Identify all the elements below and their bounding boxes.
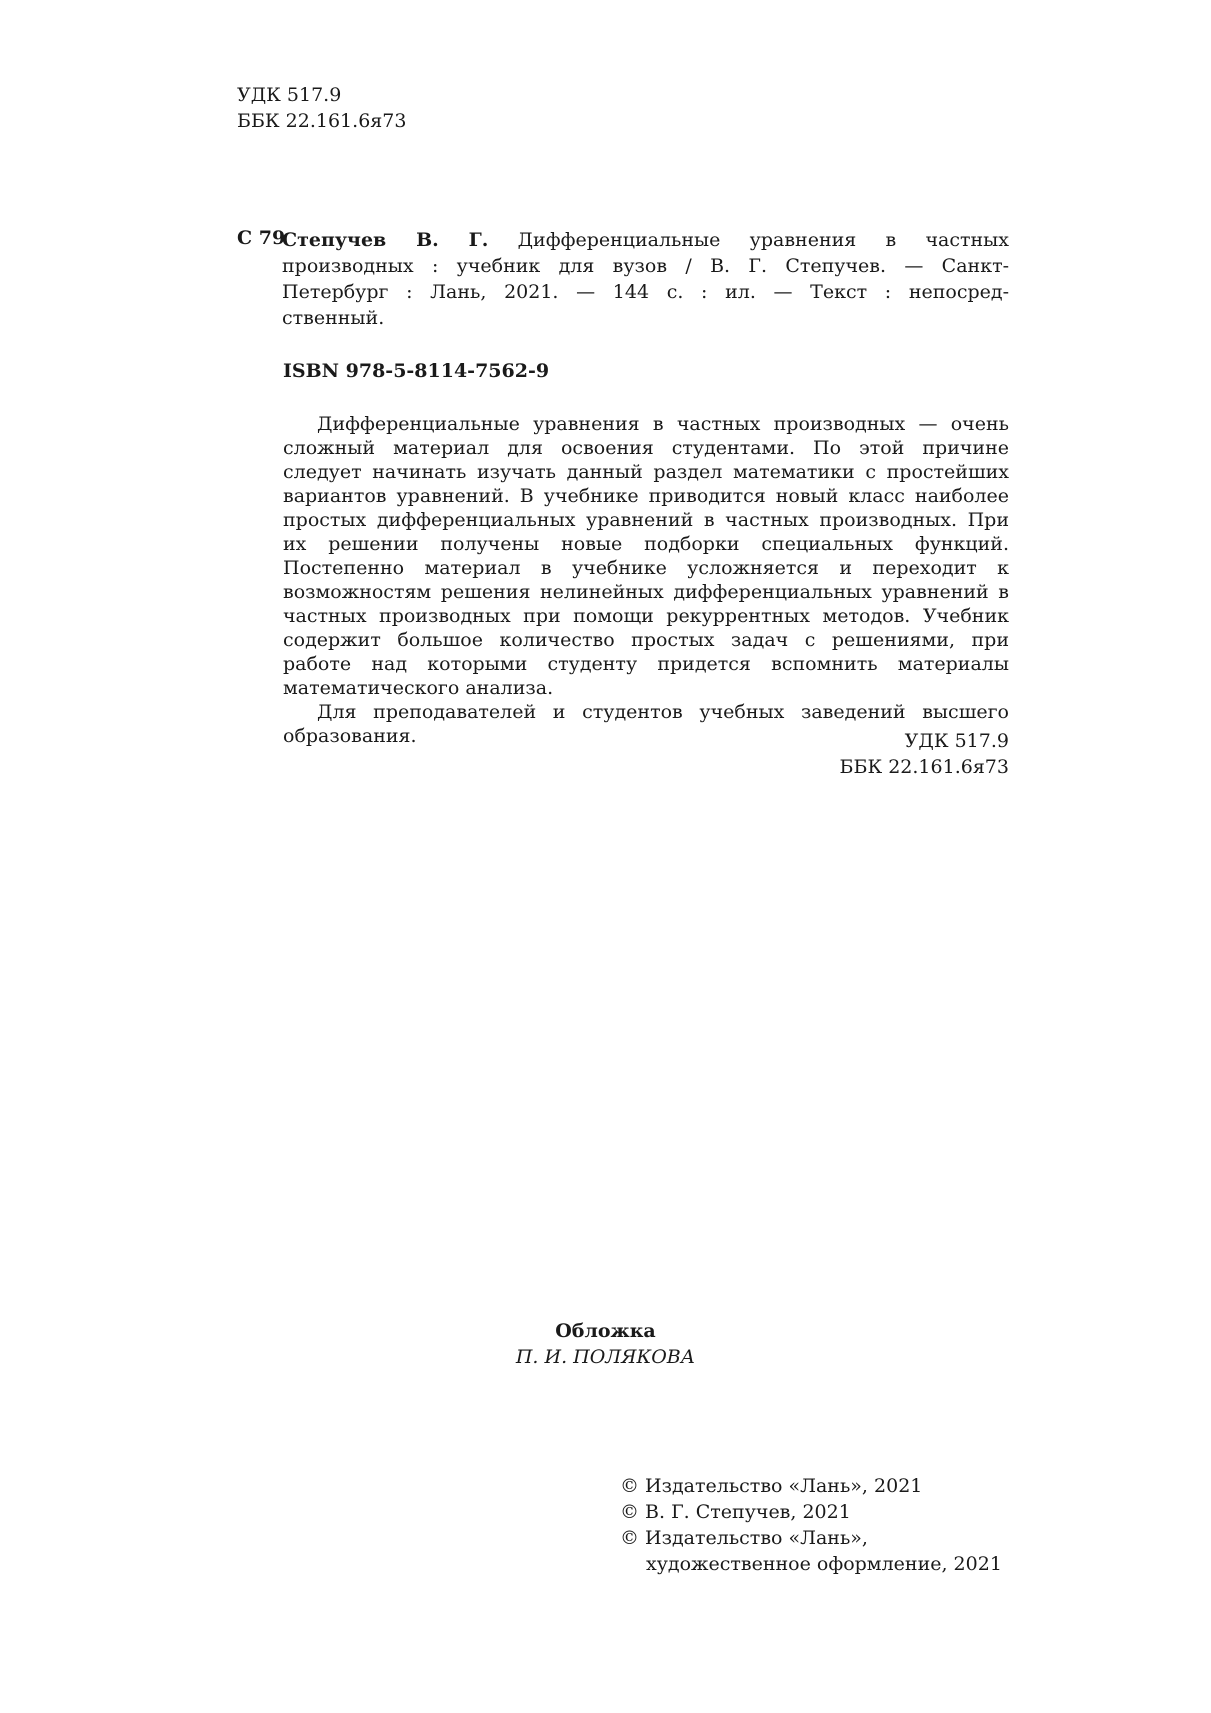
- bbk-code: ББК 22.161.6я73: [839, 756, 1009, 778]
- abstract-paragraph: Дифференциальные уравнения в частных производных — очень сложный материал для освоения студентами. По этой причине следует начинать изучать данный раздел математики с простейших вариантов уравнений. В учебнике приводится новый класс наиболее простых дифференциальных уравнений в частных производных. При их решении получены новые подборки специальных функций. Постепенно материал в учебнике усложняется и переходит к возможностям решения нелинейных дифференциальных уравнений в частных производных при помощи рекуррентных методов. Учебник содержит большое количество простых задач с решениями, при работе над которыми студенту придется вспомнить материалы математического анализа.: [283, 413, 1009, 699]
- copyright-block: [620, 1473, 1002, 1577]
- isbn: ISBN 978-5-8114-7562-9: [283, 360, 550, 382]
- bibliographic-line: Дифференциальные уравнения в частных: [517, 229, 1010, 251]
- abstract: [283, 412, 1009, 748]
- cover-credit: [0, 1318, 1211, 1370]
- udk-code: УДК 517.9: [237, 84, 342, 106]
- bibliographic-line: производных : учебник для вузов / В. Г. Степучев. — Санкт-: [282, 255, 1009, 277]
- copyright-line: © Издательство «Лань», 2021: [620, 1475, 923, 1497]
- author-name: Степучев В. Г.: [282, 229, 489, 251]
- copyright-line: © Издательство «Лань»,: [620, 1527, 868, 1549]
- cover-designer: П. И. ПОЛЯКОВА: [515, 1346, 696, 1368]
- bibliographic-record: [237, 227, 1009, 331]
- cover-label: Обложка: [555, 1320, 656, 1342]
- catalog-code: С 79: [237, 227, 286, 249]
- bibliographic-body: [282, 227, 1009, 331]
- bbk-code: ББК 22.161.6я73: [237, 110, 407, 132]
- copyright-line: © В. Г. Степучев, 2021: [620, 1501, 851, 1523]
- udk-code: УДК 517.9: [904, 730, 1009, 752]
- copyright-line: художественное оформление, 2021: [646, 1553, 1002, 1575]
- abstract-paragraph: Для преподавателей и студентов учебных заведений высшего образования.: [283, 701, 1009, 747]
- bibliographic-line: Петербург : Лань, 2021. — 144 с. : ил. — Текст : непосред-: [282, 281, 1009, 303]
- classification-bottom: [840, 728, 1009, 780]
- bibliographic-line: ственный.: [282, 307, 385, 329]
- classification-top: [237, 82, 406, 134]
